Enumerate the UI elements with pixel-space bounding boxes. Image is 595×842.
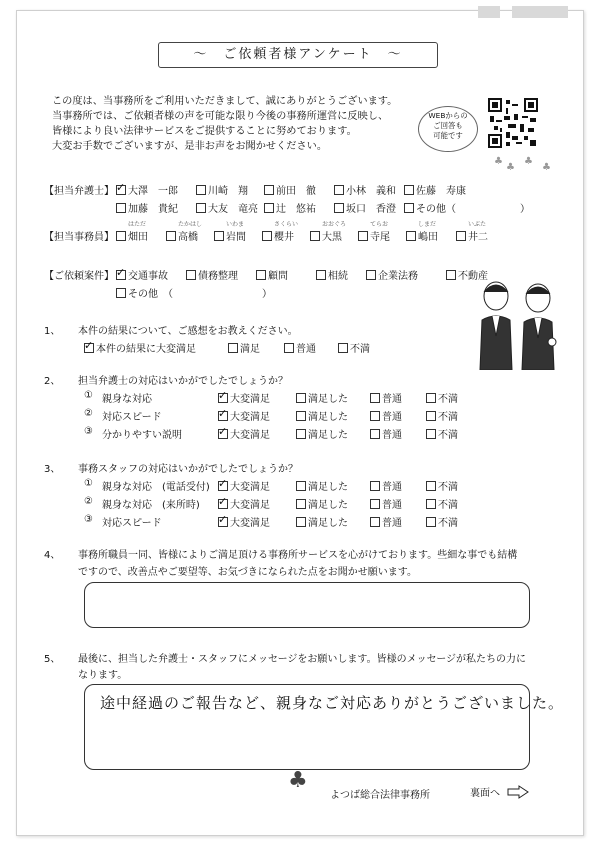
option-label: 普通 [296,344,316,355]
checkbox[interactable] [406,231,416,241]
option-label: 満足した [308,394,348,405]
checkbox[interactable] [218,411,228,421]
checkbox[interactable] [296,411,306,421]
option-label: 企業法務 [378,271,418,282]
question-3-text: 事務スタッフの対応はいかがでしたでしょうか？ [78,464,298,475]
lawyer-other-close: ） [520,204,530,215]
rating-option[interactable] [218,426,270,441]
firm-name: よつば総合法律事務所 [330,790,430,801]
checkbox[interactable] [404,203,414,213]
option-label: 大変満足 [230,394,270,405]
question-1-text: 本件の結果について、ご感想をお教えください。 [78,326,298,337]
lawyer-option[interactable] [334,200,396,215]
checkbox[interactable] [214,231,224,241]
checkbox[interactable] [228,343,238,353]
clover-icon: ♣ [494,156,503,167]
row-label: 親身な対応 [102,394,152,405]
option-label: 満足した [308,482,348,493]
checkbox[interactable] [116,288,126,298]
option-label: 不満 [438,430,458,441]
checkbox[interactable] [84,343,94,353]
row-number: ① [84,478,93,489]
option-label: 満足した [308,518,348,529]
checkbox[interactable] [316,270,326,280]
web-answer-bubble: WEBからの ご回答も 可能です [418,106,478,152]
question-1-option[interactable] [84,340,196,355]
option-label: 嶋田 [418,232,438,243]
question-5-handwritten-answer: 途中経過のご報告など、親身なご対応ありがとうございました。 [100,694,565,712]
lawyer-option[interactable] [264,200,316,215]
checkbox[interactable] [296,517,306,527]
rating-option[interactable] [218,478,270,493]
staff-ruby: しまだ [418,221,437,228]
question-4-number: 4、 [44,550,61,561]
checkbox[interactable] [296,499,306,509]
case-option[interactable] [116,267,168,282]
checkbox[interactable] [116,203,126,213]
rating-option[interactable] [370,496,402,511]
row-number: ② [84,496,93,507]
option-label: 櫻井 [274,232,294,243]
option-label: その他 （ [128,289,173,300]
checkbox[interactable] [186,270,196,280]
option-label: 坂口 香澄 [346,204,396,215]
staff-option[interactable] [358,228,390,243]
rating-option[interactable] [296,514,348,529]
option-label: 大変満足 [230,412,270,423]
redacted-mark [512,6,568,18]
rating-option[interactable] [218,514,270,529]
option-label: 大友 竜亮 [208,204,258,215]
staff-ruby: はただ [128,221,147,228]
case-other-close: ） [262,289,272,300]
rating-option[interactable] [218,496,270,511]
checkbox[interactable] [296,393,306,403]
checkbox[interactable] [426,517,436,527]
checkbox[interactable] [166,231,176,241]
checkbox[interactable] [284,343,294,353]
option-label: 普通 [382,412,402,423]
staff-ruby: たかはし [178,221,203,228]
question-5-line-1: 最後に、担当した弁護士・スタッフにメッセージをお願いします。皆様のメッセージが私たちの力に [78,654,526,665]
option-label: 不満 [438,482,458,493]
checkbox[interactable] [296,481,306,491]
staff-option[interactable] [166,228,198,243]
checkbox[interactable] [426,393,436,403]
option-label: 大変満足 [230,430,270,441]
question-5-number: 5、 [44,654,61,665]
checkbox[interactable] [334,203,344,213]
option-label: その他（ [416,204,456,215]
arrow-right-icon [507,785,529,799]
option-label: 前田 徹 [276,186,316,197]
staff-ruby: いぶた [468,221,487,228]
option-label: 井二 [468,232,488,243]
option-label: 不満 [350,344,370,355]
option-label: 不満 [438,412,458,423]
next-page-link[interactable]: 裏面へ [470,784,529,799]
lawyer-option[interactable] [196,200,258,215]
checkbox[interactable] [370,499,380,509]
question-1-number: 1、 [44,326,61,337]
question-4-line-1: 事務所職員一同、皆様によりご満足頂ける事務所サービスを心がけております。些細な事でも結構 [78,550,518,561]
question-2-number: 2、 [44,376,61,387]
option-label: 普通 [382,430,402,441]
option-label: 満足 [240,344,260,355]
lawyer-option[interactable] [404,200,456,215]
row-number: ② [84,408,93,419]
option-label: 岩間 [226,232,246,243]
rating-option[interactable] [296,426,348,441]
checkbox[interactable] [358,231,368,241]
option-label: 普通 [382,500,402,511]
redacted-mark [478,6,500,18]
rating-option[interactable] [426,426,458,441]
option-label: 本件の結果に大変満足 [96,344,196,355]
option-label: 不満 [438,518,458,529]
lawyer-option[interactable] [196,182,248,197]
option-label: 満足した [308,412,348,423]
question-1-option[interactable] [338,340,370,355]
row-label: 対応スピード [102,412,162,423]
row-label: 分かりやすい説明 [102,430,182,441]
lawyer-option[interactable] [404,182,466,197]
option-label: 加藤 貴紀 [128,204,178,215]
rating-option[interactable] [426,390,458,405]
checkbox[interactable] [426,411,436,421]
case-label: 【ご依頼案件】 [44,271,114,282]
checkbox[interactable] [370,517,380,527]
checkbox[interactable] [262,231,272,241]
option-label: 畑田 [128,232,148,243]
question-1-option[interactable] [284,340,316,355]
intro-text: この度は、当事務所をご利用いただきまして、誠にありがとうございます。 当事務所では、ご依頼者様の声を可能な限り今後の事務所運営に反映し、 皆様により良い法律サービスをご提供することに努めております。 大変お手数でございますが、是非お声をお聞かせください。 [52,96,398,152]
case-option[interactable] [366,267,418,282]
checkbox[interactable] [310,231,320,241]
checkbox[interactable] [116,231,126,241]
checkbox[interactable] [264,203,274,213]
option-label: 相続 [328,271,348,282]
lawyer-label: 【担当弁護士】 [44,186,114,197]
checkbox[interactable] [196,203,206,213]
rating-option[interactable] [296,408,348,423]
rating-option[interactable] [426,408,458,423]
option-label: 寺尾 [370,232,390,243]
row-label: 親身な対応 (電話受付) [102,482,210,493]
question-4-line-2: ですので、改善点やご要望等、お気づきになられた点をお聞かせ願います。 [78,567,417,578]
row-number: ③ [84,514,93,525]
checkbox[interactable] [218,393,228,403]
rating-option[interactable] [218,390,270,405]
option-label: 普通 [382,482,402,493]
question-1-option[interactable] [228,340,260,355]
rating-option[interactable] [218,408,270,423]
option-label: 大変満足 [230,500,270,511]
lawyers-illustration [466,276,570,370]
checkbox[interactable] [334,185,344,195]
staff-ruby: てらお [370,221,389,228]
option-label: 満足した [308,430,348,441]
question-3-number: 3、 [44,464,61,475]
lawyer-option[interactable] [116,182,178,197]
option-label: 債務整理 [198,271,238,282]
case-option[interactable] [256,267,288,282]
question-5-line-2: なります。 [78,670,128,681]
rating-option[interactable] [370,408,402,423]
checkbox[interactable] [456,231,466,241]
qr-code-icon[interactable] [488,98,538,148]
rating-option[interactable] [370,426,402,441]
option-label: 顧問 [268,271,288,282]
rating-option[interactable] [370,514,402,529]
clover-icon: ♣ [524,156,533,167]
checkbox[interactable] [264,185,274,195]
checkbox[interactable] [218,499,228,509]
checkbox[interactable] [426,429,436,439]
option-label: 満足した [308,500,348,511]
staff-ruby: さくらい [274,221,299,228]
clover-icon: ♣ [542,162,551,173]
checkbox[interactable] [370,481,380,491]
case-option[interactable] [116,285,173,300]
checkbox[interactable] [116,270,126,280]
checkbox[interactable] [218,481,228,491]
option-label: 小林 義和 [346,186,396,197]
staff-option[interactable] [262,228,294,243]
option-label: 普通 [382,518,402,529]
staff-ruby: いわま [226,221,245,228]
clover-logo-icon: ♣ [288,768,308,793]
row-label: 対応スピード [102,518,162,529]
checkbox[interactable] [256,270,266,280]
staff-label: 【担当事務員】 [44,232,114,243]
checkbox[interactable] [370,411,380,421]
page-title: ～ ご依頼者様アンケート ～ [158,42,438,68]
option-label: 不満 [438,500,458,511]
option-label: 大変満足 [230,482,270,493]
staff-option[interactable] [214,228,246,243]
option-label: 不動産 [458,271,488,282]
checkbox[interactable] [338,343,348,353]
row-number: ① [84,390,93,401]
checkbox[interactable] [370,393,380,403]
rating-option[interactable] [426,496,458,511]
checkbox[interactable] [426,499,436,509]
option-label: 辻 悠祐 [276,204,316,215]
checkbox[interactable] [366,270,376,280]
option-label: 不満 [438,394,458,405]
staff-option[interactable] [406,228,438,243]
clover-icon: ♣ [506,162,515,173]
lawyer-option[interactable] [334,182,396,197]
lawyer-option[interactable] [116,200,178,215]
option-label: 川崎 翔 [208,186,248,197]
checkbox[interactable] [218,429,228,439]
checkbox[interactable] [196,185,206,195]
rating-option[interactable] [296,390,348,405]
option-label: 大澤 一郎 [128,186,178,197]
option-label: 高橋 [178,232,198,243]
case-option[interactable] [186,267,238,282]
staff-option[interactable] [116,228,148,243]
lawyer-option[interactable] [264,182,316,197]
rating-option[interactable] [426,478,458,493]
case-option[interactable] [316,267,348,282]
option-label: 交通事故 [128,271,168,282]
question-2-text: 担当弁護士の対応はいかがでしたでしょうか？ [78,376,288,387]
checkbox[interactable] [116,185,126,195]
question-4-answer-box[interactable] [84,582,530,628]
option-label: 普通 [382,394,402,405]
rating-option[interactable] [296,496,348,511]
rating-option[interactable] [426,514,458,529]
row-number: ③ [84,426,93,437]
rating-option[interactable] [296,478,348,493]
option-label: 大変満足 [230,518,270,529]
staff-ruby: おおぐろ [322,221,347,228]
checkbox[interactable] [218,517,228,527]
option-label: 佐藤 寿康 [416,186,466,197]
checkbox[interactable] [404,185,414,195]
checkbox[interactable] [426,481,436,491]
option-label: 大黒 [322,232,342,243]
rating-option[interactable] [370,390,402,405]
checkbox[interactable] [296,429,306,439]
rating-option[interactable] [370,478,402,493]
staff-option[interactable] [456,228,488,243]
checkbox[interactable] [370,429,380,439]
staff-option[interactable] [310,228,342,243]
checkbox[interactable] [446,270,456,280]
row-label: 親身な対応 (来所時) [102,500,200,511]
